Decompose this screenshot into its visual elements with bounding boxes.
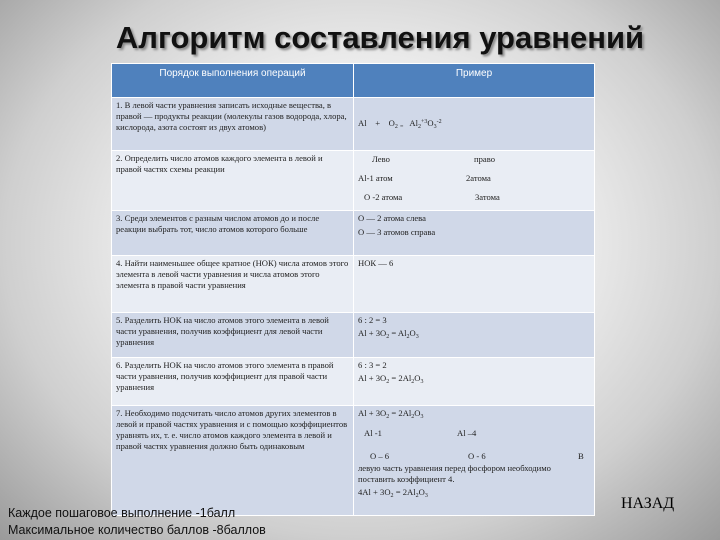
table-row xyxy=(112,151,595,211)
column-header-operations: Порядок выполнения операций xyxy=(112,64,354,98)
column-header-example: Пример xyxy=(354,64,595,98)
example-cell: НОК — 6 xyxy=(354,256,595,313)
table-row xyxy=(112,406,595,516)
step-text: 7. Необходимо подсчитать число атомов других элементов в левой и правой частях уравнения и с помощью коэффициентов уравнять их, т. е. число атомов каждого элемента в левой и правой частях уравнения должно быть одинаковым xyxy=(112,406,354,516)
table-row xyxy=(112,98,595,151)
example-cell: $Al + 3O_2 = 2Al_2O_3$ Al -1 Al –4 O – 6 O - 6 B левую часть уравнения перед фосфором необходимо поставить коэффициент 4. $4Al + 3O_2 = 2Al_2O_3$ xyxy=(354,406,595,516)
step-text: 2. Определить число атомов каждого элемента в левой и правой частях схемы реакции xyxy=(112,151,354,211)
example-cell: Лево право Al-1 атом 2атома O -2 атома 3атома xyxy=(354,151,595,211)
example-cell: 6 : 3 = 2 $Al + 3O_2 = 2Al_2O_3$ xyxy=(354,358,595,406)
table-row xyxy=(112,211,595,256)
example-cell xyxy=(354,98,595,151)
page-title: Алгоритм составления уравнений xyxy=(115,20,645,55)
table-row xyxy=(112,256,595,313)
scoring-line-2: Максимальное количество баллов -8баллов xyxy=(8,523,266,537)
scoring-note xyxy=(8,505,266,539)
equation: $Al + 3O_2 = 2Al_2O_3$ xyxy=(358,373,424,385)
step-text: 6. Разделить НОК на число атомов этого элемента в правой части уравнения, получив коэффициент для правой части уравнения xyxy=(112,358,354,406)
example-cell: 6 : 2 = 3 $Al + 3O_2 = Al_2O_3$ xyxy=(354,313,595,358)
step-text: 4. Найти наименьшее общее кратное (НОК) числа атомов этого элемента в левой части уравнения и числа атомов этого элемента в правой части уравнения xyxy=(112,256,354,313)
equation: $Al + 3O_2 = 2Al_2O_3$ xyxy=(358,408,424,420)
reaction-scheme: Al + $O_2$ $_=$ $Al_2^{+3}O_3^{-2}$ xyxy=(358,118,442,130)
step-text: 1. В левой части уравнения записать исходные вещества, в правой — продукты реакции (молекулы газов водорода, хлора, кислорода, азота состоят из двух атомов) xyxy=(112,98,354,151)
table-header-row xyxy=(112,64,595,98)
equation: $Al + 3O_2 = Al_2O_3$ xyxy=(358,328,419,340)
back-button[interactable]: НАЗАД xyxy=(621,495,675,512)
example-cell: O — 2 атома слева O — 3 атомов справа xyxy=(354,211,595,256)
algorithm-table xyxy=(111,63,595,516)
final-equation: $4Al + 3O_2 = 2Al_2O_3$ xyxy=(358,486,428,499)
table-row xyxy=(112,313,595,358)
scoring-line-1: Каждое пошаговое выполнение -1балл xyxy=(8,506,236,520)
table-row xyxy=(112,358,595,406)
step-text: 5. Разделить НОК на число атомов этого элемента в левой части уравнения, получив коэффициент для левой части уравнения xyxy=(112,313,354,358)
step-text: 3. Среди элементов с разным числом атомов до и после реакции выбрать тот, число атомов которого больше xyxy=(112,211,354,256)
